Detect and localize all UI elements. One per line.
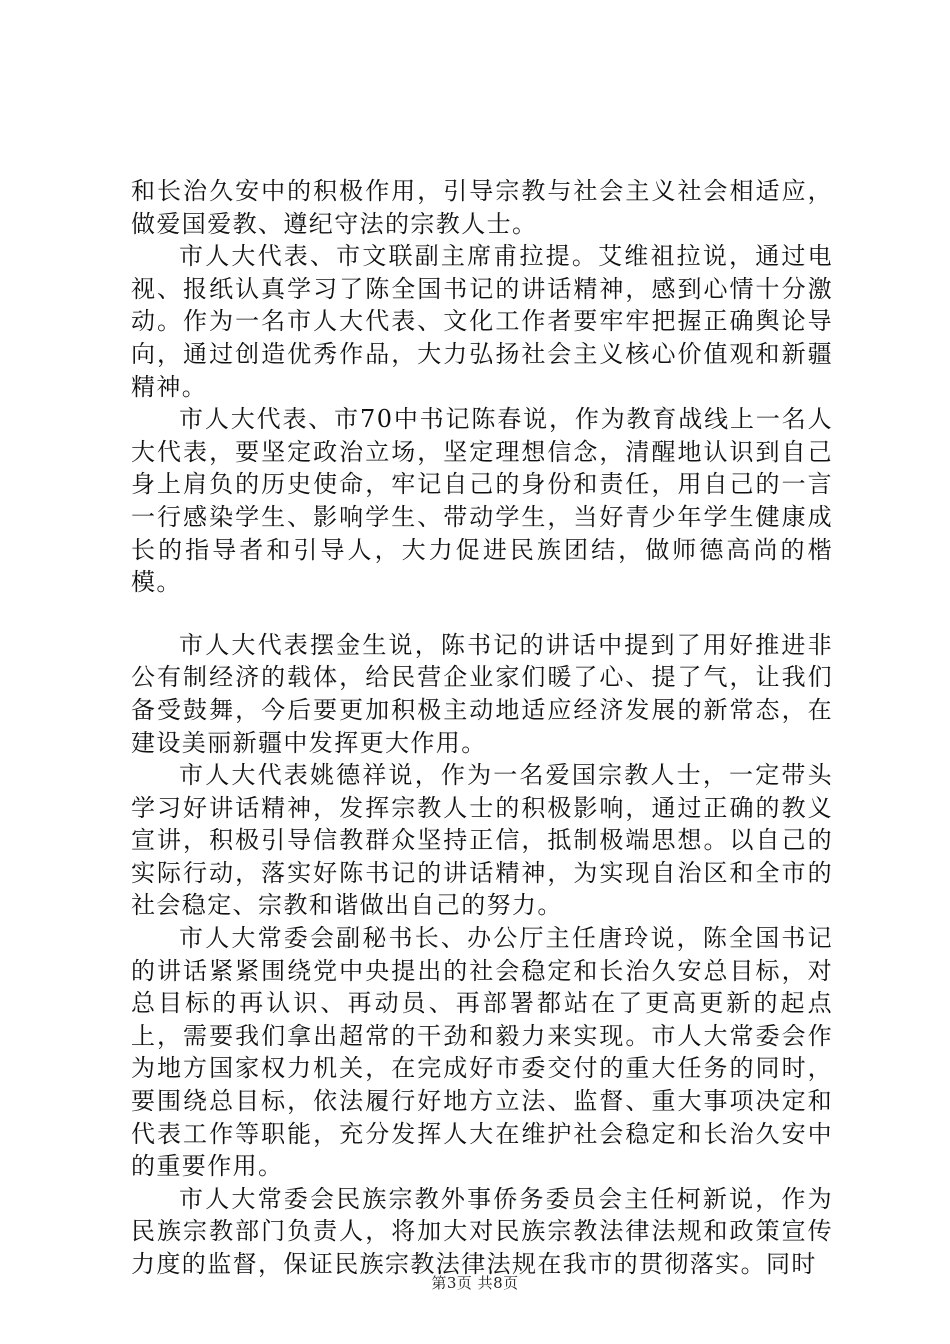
page-footer — [0, 1272, 950, 1293]
paragraph-continuation: 和长治久安中的积极作用，引导宗教与社会主义社会相适应，做爱国爱教、遵纪守法的宗教人士。 — [131, 177, 833, 238]
page-number-label: 第3页 共8页 — [431, 1274, 519, 1292]
paragraph-fu-lati: 市人大代表、市文联副主席甫拉提。艾维祖拉说，通过电视、报纸认真学习了陈全国书记的讲话精神，感到心情十分激动。作为一名市人大代表、文化工作者要牢牢把握正确舆论导向，通过创造优秀作品，大力弘扬社会主义核心价值观和新疆精神。 — [131, 242, 833, 401]
paragraph-chen-chun: 市人大代表、市70中书记陈春说，作为教育战线上一名人大代表，要坚定政治立场，坚定理想信念，清醒地认识到自己身上肩负的历史使命，牢记自己的身份和责任，用自己的一言一行感染学生、影响学生、带动学生，当好青少年学生健康成长的指导者和引导人，大力促进民族团结，做师德高尚的楷模。 — [131, 405, 833, 597]
paragraph-yao-dexiang: 市人大代表姚德祥说，作为一名爱国宗教人士，一定带头学习好讲话精神，发挥宗教人士的积极影响，通过正确的教义宣讲，积极引导信教群众坚持正信，抵制极端思想。以自己的实际行动，落实好陈书记的讲话精神，为实现自治区和全市的社会稳定、宗教和谐做出自己的努力。 — [131, 761, 833, 920]
document-body — [131, 175, 833, 1281]
paragraph-tang-ling: 市人大常委会副秘书长、办公厅主任唐玲说，陈全国书记的讲话紧紧围绕党中央提出的社会稳定和长治久安总目标，对总目标的再认识、再动员、再部署都站在了更高更新的起点上，需要我们拿出超常的干劲和毅力来实现。市人大常委会作为地方国家权力机关，在完成好市委交付的重大任务的同时，要围绕总目标，依法履行好地方立法、监督、重大事项决定和代表工作等职能，充分发挥人大在维护社会稳定和长治久安中的重要作用。 — [131, 924, 833, 1181]
paragraph-bai-jinsheng: 市人大代表摆金生说，陈书记的讲话中提到了用好推进非公有制经济的载体，给民营企业家们暖了心、提了气，让我们备受鼓舞，今后要更加积极主动地适应经济发展的新常态，在建设美丽新疆中发挥更大作用。 — [131, 630, 833, 757]
paragraph-ke-xin: 市人大常委会民族宗教外事侨务委员会主任柯新说，作为民族宗教部门负责人，将加大对民族宗教法律法规和政策宣传力度的监督，保证民族宗教法律法规在我市的贯彻落实。同时 — [131, 1184, 833, 1278]
